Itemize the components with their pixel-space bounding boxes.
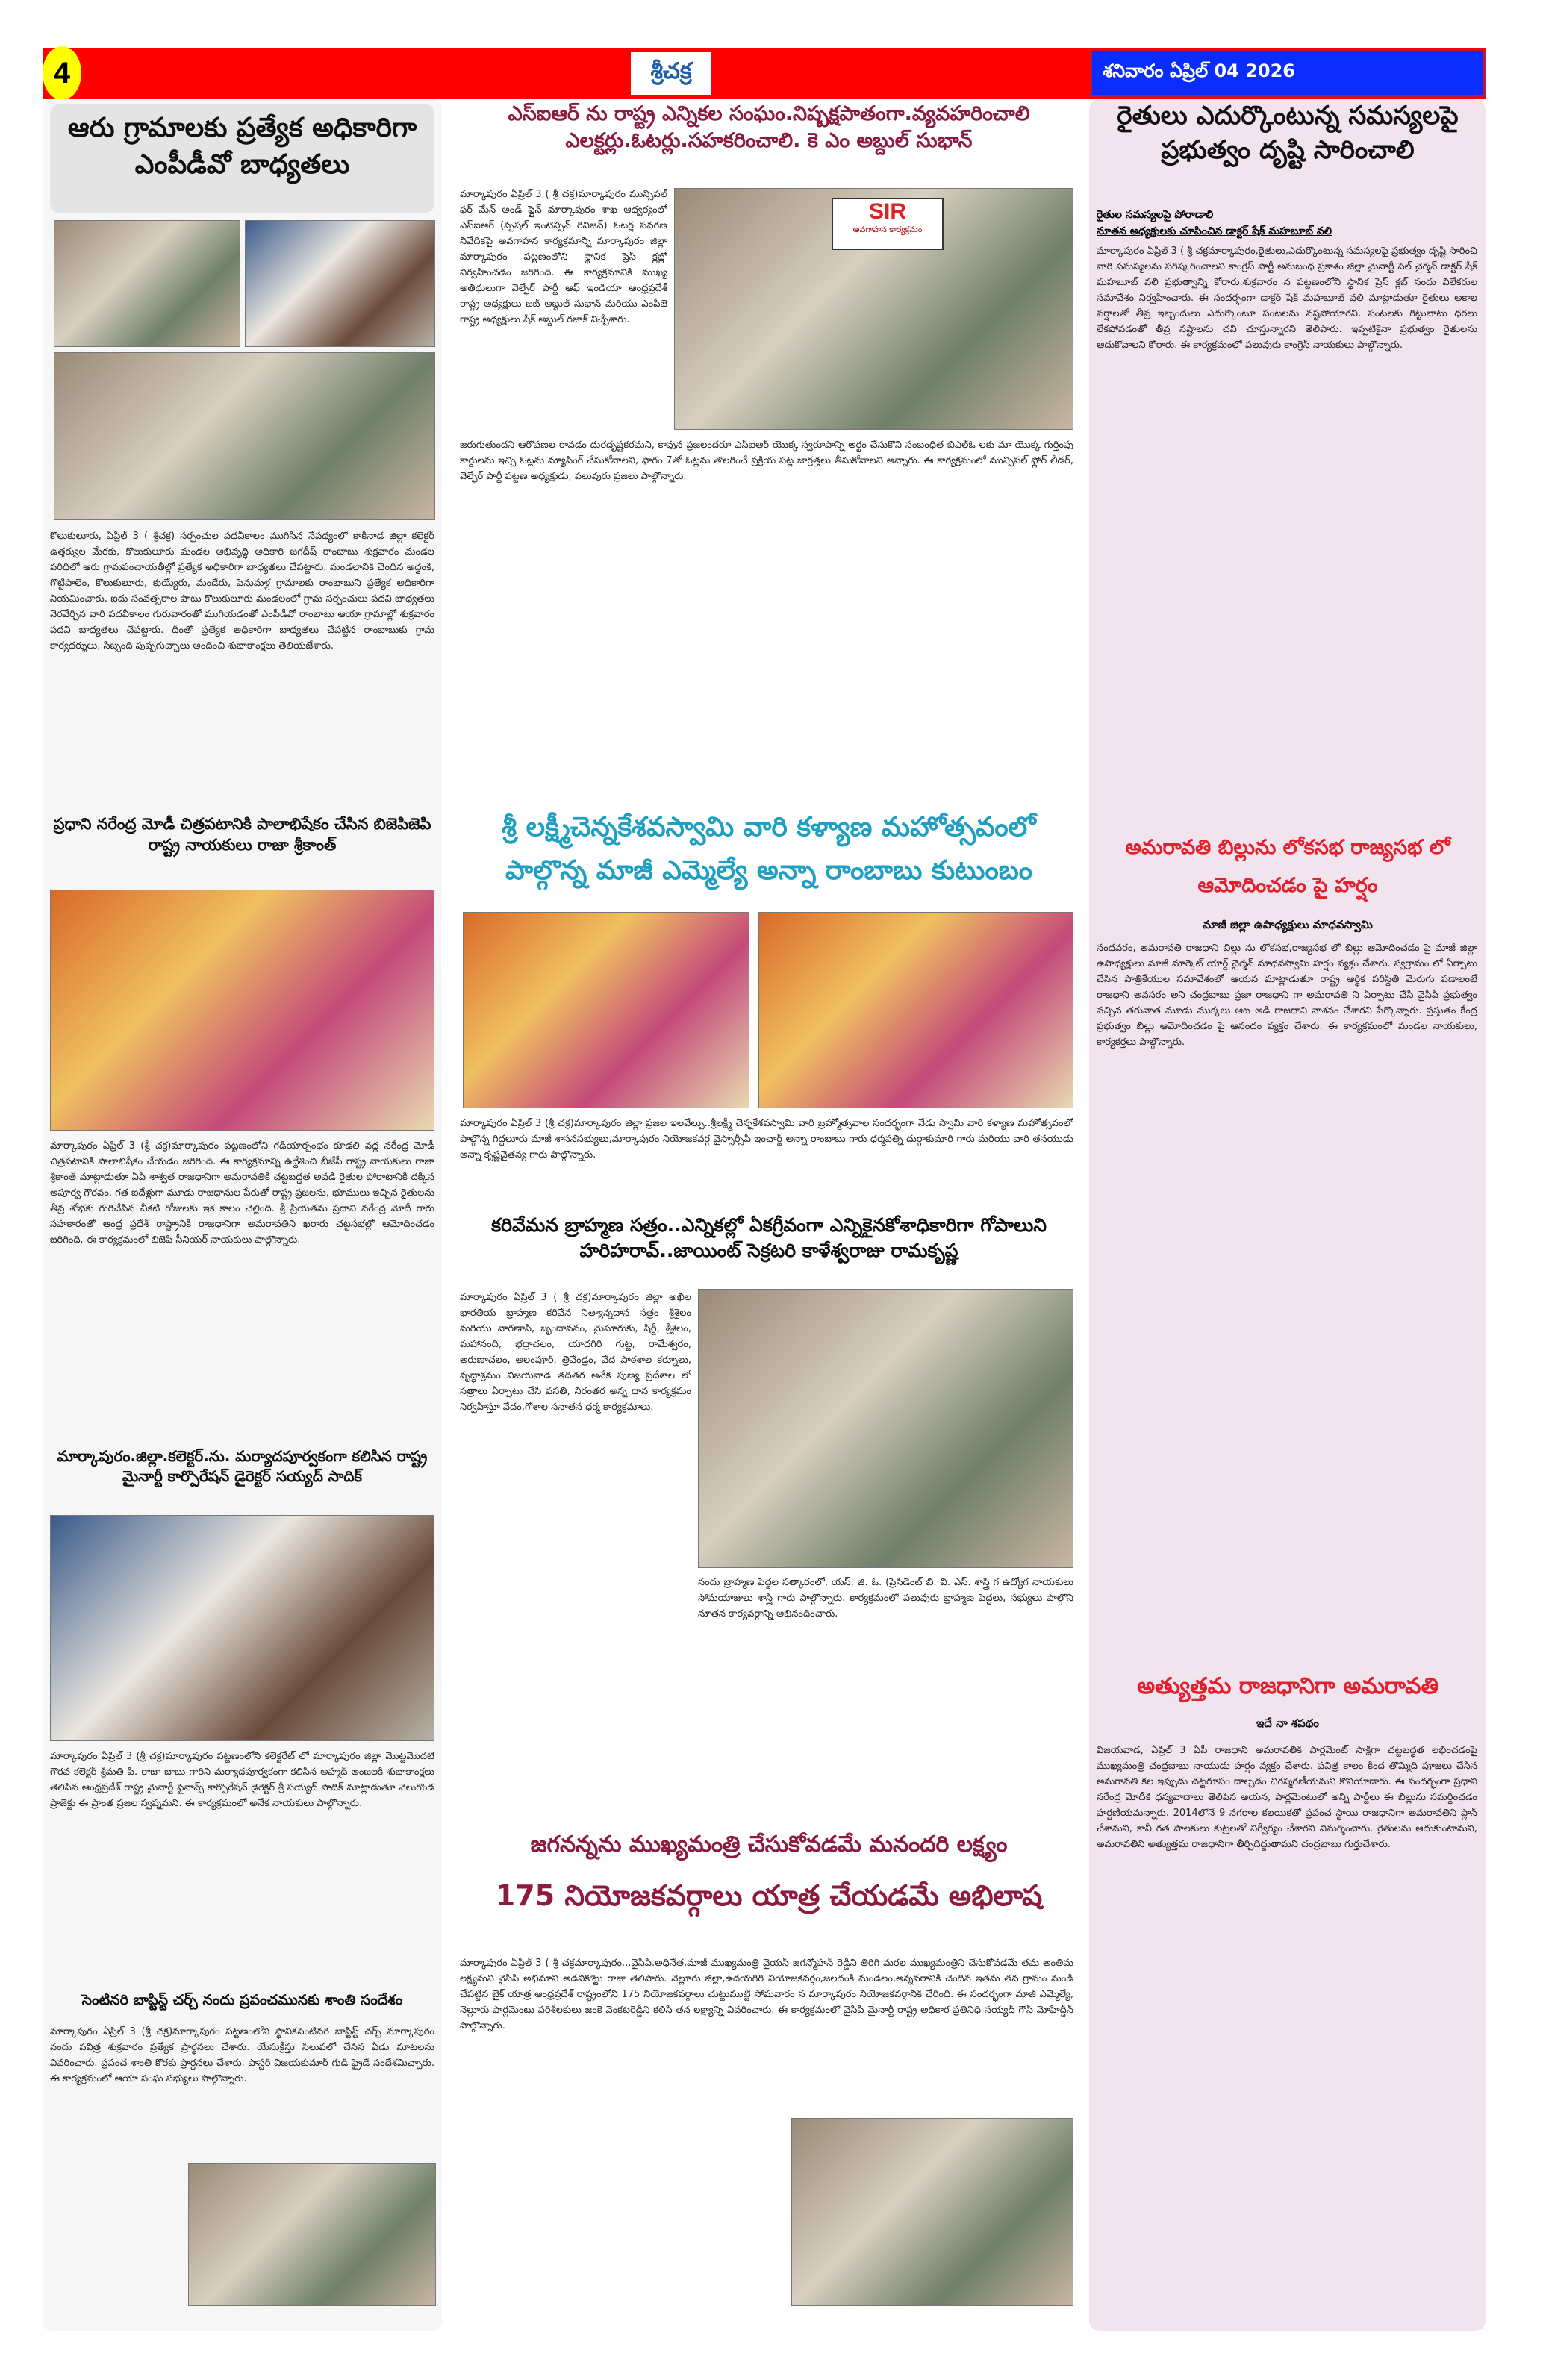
- article-body: మార్కాపురం ఏప్రిల్ 3 (శ్రీ చక్ర)మార్కాపురం పట్టణంలోని స్థానికసెంటినరి బాప్టిస్ట్ చర్చ్ మార్కాపురం నందు పవిత్ర శుక్రవారం ప్రత్యేక ప్రార్థనలు చేశారు. యేసుక్రీస్తు సిలువలో చేసిన ఏడు మాటలను వివరించారు. ప్రపంచ శాంతి కొరకు ప్రార్థనలు చేశారు. పాస్టర్ విజయకుమార్ గుడ్ ఫ్రైడే సందేశమిచ్చారు. ఈ కార్యక్రమంలో ఆయా సంఘ సభ్యులు పాల్గొన్నారు.: [50, 2026, 434, 2085]
- article-body: మార్కాపురం ఏప్రిల్ 3 (శ్రీ చక్ర)మార్కాపురం పట్టణంలోని కలెక్టరేట్ లో మార్కాపురం జిల్లా మొట్టమొదటి గౌరవ కలెక్టర్ శ్రీమతి పి. రాజా బాబు గారిని మర్యాదపూర్వకంగా కలిసిన అహ్మద్ అంజలకి శుభాకాంక్షలు తెలిపిన ఆంధ్రప్రదేశ్ రాష్ట్ర మైనార్టీ ఫైనాన్స్ కార్పొరేషన్ డైరెక్టర్ శ్రీ సయ్యద్ సాదిక్ మాట్లాడుతూ వెలుగొండ ప్రాజెక్టు ఈ ప్రాంత ప్రజల స్వప్నమని. ఈ కార్యక్రమంలో అనేక నాయకులు పాల్గొన్నారు.: [50, 1751, 434, 1810]
- article-photo: [54, 352, 435, 520]
- article-headline: మార్కాపురం.జిల్లా.కలెక్టర్.ను. మర్యాదపూర్వకంగా కలిసిన రాష్ట్ర మైనార్టీ కార్పొరేషన్ డైరెక్టర్ సయ్యద్ సాదిక్: [57, 1447, 428, 1485]
- sir-banner: [832, 198, 944, 250]
- article-photo: [698, 1289, 1073, 1568]
- article-body: కొలుకులూరు, ఏప్రిల్ 3 ( శ్రీచక్ర) సర్పంచుల పదవీకాలం ముగిసిన నేపథ్యంలో కాకినాడ జిల్లా కలెక్టర్ ఉత్తర్వుల మేరకు, కొలుకులూరు మండల అభివృద్ధి అధికారి జగదీష్ రాంబాబు శుక్రవారం మండల పరిధిలో ఆరు గ్రామపంచాయతీల్లో ప్రత్యేక అధికారిగా బాధ్యతలు చేపట్టారు. మండలానికి చెందిన అద్దంకి, గొట్టిపాలెం, కొలుకులూరు, కుయ్యేరు, మండేరు, పెనుమళ్ల గ్రామాలకు రాంబాబుని ప్రత్యేక అధికారిగా నియమించారు. ఐదు సంవత్సరాల పాటు కొలుకులూరు మండలంలో గ్రామ సర్పంచులు పదవి బాధ్యతలు నెరవేర్చిన వారి పదవీకాలం గురువారంతో ముగియడంతో ఎంపీడీవో రాంబాబు ఆయా గ్రామాల్లో శుక్రవారం పదవి బాధ్యతలు చేపట్టారు. దీంతో ప్రత్యేక అధికారిగా బాధ్యతలు చేపట్టిన రాంబాబుకు గ్రామ కార్యదర్శులు, సిబ్బంది పుష్పగుచ్ఛాలు అందించి శుభాకాంక్షలు తెలియజేశారు.: [50, 531, 434, 652]
- article-photo: [50, 890, 434, 1131]
- article-headline: అత్యుత్తమ రాజధానిగా అమరావతి: [1137, 1673, 1438, 1699]
- issue-date: శనివారం ఏప్రిల్ 04 2026: [1090, 49, 1486, 97]
- article-headline: ఎస్ఐఆర్ ను రాష్ట్ర ఎన్నికల సంఘం.నిష్పక్షపాతంగా.వ్యవహరించాలి ఎలక్టర్లు.ఓటర్లు.సహకరించాలి. కె ఎం అబ్దుల్ సుభాన్: [508, 102, 1030, 153]
- article-photo: [463, 912, 749, 1108]
- article-headline: రైతులు ఎదుర్కొంటున్న సమస్యలపై ప్రభుత్వం దృష్టి సారించాలి: [1117, 101, 1459, 165]
- article-body: మార్కాపురం ఏప్రిల్ 3 ( శ్రీ చక్రమార్కాపురం,రైతులు,ఎదుర్కొంటున్న సమస్యలపై ప్రభుత్వం దృష్టి సారించి వారి సమస్యలను పరిష్కరించాలని కాంగ్రెస్ పార్టీ అనుబంధ ప్రకాశం జిల్లా మైనార్టీ సెల్ చైర్మన్ డాక్టర్ షేక్ మహబూబ్ వలి ప్రభుత్వాన్ని కోరారు.శుక్రవారం న పట్టణంలోని స్థానిక ప్రెస్ క్లబ్ నందు విలేకరుల సమావేశం నిర్వహించారు. ఈ సందర్భంగా డాక్టర్ షేక్ మహబూబ్ వలి మాట్లాడుతూ రైతులు అకాల వర్షాలతో తీవ్ర ఇబ్బందులు ఎదుర్కొంటూ పంటలను నష్టపోయారని, పంటలకు గిట్టుబాటు ధరలు లేకపోవడంతో తీవ్ర నష్టాలను చవి చూస్తున్నారని తెలిపారు. ఇప్పటికైనా ప్రభుత్వం రైతులను ఆదుకోవాలని కోరారు. ఈ కార్యక్రమంలో పలువురు కాంగ్రెస్ నాయకులు పాల్గొన్నారు.: [1097, 246, 1477, 352]
- page-number-badge: 4: [43, 46, 81, 100]
- article-body: మార్కాపురం ఏప్రిల్ 3 (శ్రీ చక్ర)మార్కాపురం పట్టణంలోని గడియార్పంభం కూడలి వద్ద నరేంద్ర మోడీ చిత్రపటానికి పాలాభిషేకం చేయడం జరిగింది. ఈ కార్యక్రమాన్ని ఉద్దేశించి బీజేపీ రాష్ట్ర నాయకులు రాజా శ్రీకాంత్ మాట్లాడుతూ ఏపీ శాశ్వత రాజధానిగా అమరావతికి చట్టబద్ధత అవడి రైతుల పోరాటానికి దక్కిన అపూర్వ గౌరవం. గత ఐదేళ్లుగా మూడు రాజధానుల పేరుతో రాష్ట్ర ప్రజలను, భూములు ఇచ్చిన రైతులను తీవ్ర శోభకు గురిచేసిన చీకటి రోజులకు ఇక కాలం చెల్లింది. శ్రీ ప్రియతమ ప్రధాని నరేంద్ర మోదీ గారు సహకారంతో ఆంధ్ర ప్రదేశ్ రాష్ట్రానికి రాజధానిగా అమరావతిని ఖరారు చట్టసభల్లో ఆమోదించడం జరిగింది. ఈ కార్యక్రమంలో బిజెపి సీనియర్ నాయకులు పాల్గొన్నారు.: [50, 1140, 434, 1246]
- article-kicker: నూతన అధ్యక్షులకు చూపించిన డాక్టర్ షేక్ మహబూబ్ వలి: [1097, 225, 1332, 237]
- article-body: విజయవాడ, ఏప్రిల్ 3 ఏపీ రాజధాని అమరావతికి పార్లమెంట్ సాక్షిగా చట్టబద్ధత లభించడంపై ముఖ్యమంత్రి చంద్రబాబు నాయుడు హర్షం వ్యక్తం చేశారు. పవిత్ర కాలం కింద తొమ్మిది పూజలు చేసిన అమరావతి కల ఇప్పుడు చట్టరూపం దాల్చడం చిరస్మరణీయమని కొనియాడారు. ఈ సందర్భంగా ప్రధాని నరేంద్ర మోదీకి ధన్యవాదాలు తెలిపిన ఆయన, పార్లమెంటులో అన్ని పార్టీలు ఈ బిల్లును సమర్థించడం హర్షణీయమన్నారు. 2014లోనే 9 నగరాల కలయికతో ప్రపంచ స్థాయి రాజధానిగా అమరావతిని ప్లాన్ చేశామని, కానీ గత పాలకులు కుట్రలతో నిర్వీర్యం చేశారని విమర్శించారు. రైతులను ఆదుకుంటామని, అమరావతిని అత్యుత్తమ రాజధానిగా తీర్చిదిద్దుతామని చంద్రబాబు గుర్తుచేశారు.: [1097, 1745, 1477, 1851]
- article-photo: [674, 188, 1073, 430]
- article-photo: [791, 2118, 1073, 2306]
- article-headline: జగనన్నను ముఖ్యమంత్రి చేసుకోవడమే మనందరి లక్ష్యం: [530, 1831, 1008, 1858]
- banner-subtitle: అవగాహన కార్యక్రమం: [852, 225, 923, 234]
- article-headline: ఆరు గ్రామాలకు ప్రత్యేక అధికారిగా ఎంపీడీవో బాధ్యతలు: [50, 104, 434, 213]
- article-body: మార్కాపురం ఏప్రిల్ 3 ( శ్రీ చక్ర)మార్కాపురం జిల్లా అఖిల భారతీయ బ్రాహ్మణ కరివేన నిత్యాన్నదాన సత్రం శ్రీశైలం మరియు వారణాసి, బృందావనం, మైసూరుకు, షిర్డీ, శ్రీశైలం, మహానంది, భద్రాచలం, యాదగిరి గుట్ట, రామేశ్వరం, అరుణాచలం, అలంపూర్, త్రివేండ్రం, వేద పాఠశాల కర్నూలు, వృద్ధాశ్రమం విజయవాడ తదితర అనేక పుణ్య ప్రదేశాల లో సత్రాలు ఏర్పాటు చేసి వసతి, నిరంతర అన్న దాన కార్యక్రమం నిర్వహిస్తూ వేదం,గోశాల సనాతన ధర్మ కార్యక్రమాలు.: [460, 1292, 691, 1414]
- article-body: మార్కాపురం ఏప్రిల్ 3 ( శ్రీ చక్ర)మార్కాపురం మున్సిపల్ ఫర్ మేన్ అండ్ ఫ్లైన్ మార్కాపురం శాఖ ఆధ్వర్యంలో ఎస్ఐఆర్ (స్పెషల్ ఇంటెన్సివ్ రివిజన్) ఓటర్ల సవరణ నివేదికపై అవగాహన కార్యక్రమాన్ని మార్కాపురం జిల్లా మార్కాపురం పట్టణంలోని స్థానిక ప్రెస్ క్లబ్లో నిర్వహించడం జరిగింది. ఈ కార్యక్రమానికి ముఖ్య అతిథులుగా వెల్ఫేర్ పార్టీ ఆఫ్ ఇండియా ఆంధ్రప్రదేశ్ రాష్ట్ర అధ్యక్షులు జబ్ అబ్దుల్ సుభాన్ మరియు ఎంపీజె రాష్ట్ర అధ్యక్షులు షేక్ అబ్దుల్ రజాక్ విచ్చేశారు.: [460, 189, 667, 326]
- article-body: మార్కాపురం ఏప్రిల్ 3 ( శ్రీ చక్రమార్కాపురం...వైసిపి.అధినేత,మాజీ ముఖ్యమంత్రి వైయస్ జగన్మోహన్ రెడ్డిని తిరిగి మరల ముఖ్యమంత్రిని చేసుకోవడమే తమ అంతిమ లక్ష్యమని వైసిపి అభిమాని అడవికొట్టు రాజు తెలిపారు. నెల్లూరు జిల్లా,ఉదయగిరి నియోజకవర్గం,జలదంకి మండలం,అన్నవరానికి చెందిన ఇతను తన గ్రామం నుండి చేపట్టిన బైక్ యాత్ర ఆంధ్రప్రదేశ్ రాష్ట్రంలోని 175 నియోజకవర్గాలు చుట్టుముట్టి సోమవారం న మార్కాపురం నియోజకవర్గానికి చేరింది. ఈ సందర్భంగా మాజీ ఎమ్మెల్యే, నెల్లూరు పార్లమెంటు పరిశీలకులు జంకె వెంకటరెడ్డిని కలిసి తన లక్ష్యాన్ని వివరించారు. ఈ కార్యక్రమంలో వైసిపి మైనార్టీ రాష్ట్ర అధికార ప్రతినిధి సయ్యద్ గౌస్ మోహిద్దీన్ పాల్గొన్నారు.: [460, 1958, 1073, 2032]
- article-byline: మాజీ జిల్లా ఉపాధ్యక్షులు మాధవస్వామి: [1203, 918, 1373, 931]
- article-kicker: రైతుల సమస్యలపై పోరాడాలి: [1097, 209, 1214, 221]
- article-headline: శ్రీ లక్ష్మీచెన్నకేశవస్వామి వారి కళ్యాణ మహోత్సవంలో పాల్గొన్న మాజీ ఎమ్మెల్యే అన్నా రాంబాబు కుటుంబం: [502, 812, 1036, 886]
- article-photo: [758, 912, 1073, 1108]
- banner-title: SIR: [868, 199, 906, 224]
- article-headline: కరివేమన బ్రాహ్మణ సత్రం..ఎన్నికల్లో ఏకగ్రీవంగా ఎన్నికైనకోశాధికారిగా గోపాలుని హరిహరావ్..జాయింట్ సెక్రటరి కాళేశ్వరాజు రామకృష్ణ: [491, 1214, 1047, 1261]
- article-photo: [50, 1515, 434, 1741]
- article-body: నందు బ్రాహ్మణ పెద్దల సత్కారంలో, యస్. జి. ఓ. (ప్రెసిడెంట్ బి. వి. ఎస్. శాస్త్రి గ ఉద్యోగ నాయకులు సోమయాజులు శాస్త్రి గారు పాల్గొన్నారు. కార్యక్రమంలో పలువురు బ్రాహ్మణ పెద్దలు, సభ్యులు పాల్గొని నూతన కార్యవర్గాన్ని అభినందించారు.: [698, 1577, 1073, 1620]
- article-photo: [245, 220, 435, 347]
- article-subheadline: 175 నియోజకవర్గాలు యాత్ర చేయడమే అభిలాష: [495, 1879, 1043, 1912]
- article-byline: ఇదే నా శపథం: [1256, 1717, 1320, 1730]
- article-body: మార్కాపురం ఏప్రిల్ 3 (శ్రీ చక్ర)మార్కాపురం జిల్లా ప్రజల ఇలవేల్పు..శ్రీలక్ష్మీ చెన్నకేశవస్వామి వారి బ్రహ్మోత్సవాల సందర్భంగా నేడు స్వామి వారి కళ్యాణ మహోత్సవంలో పాల్గొన్న గిద్దలూరు మాజీ శాసనసభ్యులు,మార్కాపురం నియోజకవర్గ వైస్సార్సీపీ ఇంచార్జ్ అన్నా రాంబాబు గారు ధర్మపత్ని దుర్గాకుమారి గారు మరియు వారి తనయుడు అన్నా కృష్ణచైతన్య గారు పాల్గొన్నారు.: [460, 1118, 1073, 1161]
- article-photo: [188, 2163, 436, 2306]
- article-headline: అమరావతి బిల్లును లోకసభ రాజ్యసభ లో ఆమోదించడం పై హర్షం: [1125, 836, 1450, 898]
- newspaper-logo: శ్రీచక్ర: [631, 52, 711, 95]
- article-photo: [54, 220, 240, 347]
- article-body: నందవరం, అమరావతి రాజధాని బిల్లు ను లోకసభ,రాజ్యసభ లో బిల్లు ఆమోదించడం పై మాజీ జిల్లా ఉపాధ్యక్షులు మాజీ మార్కెట్ యార్డ్ చైర్మన్ మాధవస్వామి హర్షం వ్యక్తం చేశారు. స్వగ్రామం లో ఏర్పాటు చేసిన పాత్రికేయుల సమావేశంలో ఆయన మాట్లాడుతూ రాష్ట్ర ఆర్థిక పరిస్థితి మెరుగు పడాలంటే రాజధాని అవసరం అని చంద్రబాబు ప్రజా రాజధాని గా అమరావతి ని ఏర్పాటు చేసి వైసీపీ ప్రభుత్వం వచ్చిన తరువాత మూడు ముక్కలు ఆట ఆడి రాజధాని నాశనం చేశారని పేర్కొన్నారు. ప్రస్తుతం కేంద్ర ప్రభుత్వం బిల్లు ఆమోదించడం పై ఆనందం వ్యక్తం చేశారు. ఈ కార్యక్రమంలో మండల నాయకులు, కార్యకర్తలు పాల్గొన్నారు.: [1097, 943, 1477, 1049]
- article-body: జరుగుతుందని ఆరోపణల రావడం దురదృష్టకరమని, కావున ప్రజలందరూ ఎస్ఐఆర్ యొక్క స్వరూపాన్ని అర్థం చేసుకొని సంబంధిత బిఎల్ఓ లకు మా యొక్క గుర్తింపు కార్డులను ఇచ్చి ఓట్లను మ్యాపింగ్ చేసుకోవాలని, ఫారం 7తో ఓట్లను తొలగించే ప్రక్రియ పట్ల జాగ్రత్తలు తీసుకోవాలని అన్నారు. ఈ కార్యక్రమంలో మున్సిపల్ ఫ్లోర్ లీడర్, వెల్ఫేర్ పార్టీ పట్టణ అధ్యక్షుడు, పలువురు ప్రజలు పాల్గొన్నారు.: [460, 440, 1073, 483]
- article-headline: ప్రధాని నరేంద్ర మోడీ చిత్రపటానికి పాలాభిషేకం చేసిన బిజెపిజెపి రాష్ట్ర నాయకులు రాజా శ్రీకాంత్: [53, 815, 431, 855]
- article-headline: సెంటినరి బాప్టిస్ట్ చర్చ్ నందు ప్రపంచమునకు శాంతి సందేశం: [81, 1992, 403, 2008]
